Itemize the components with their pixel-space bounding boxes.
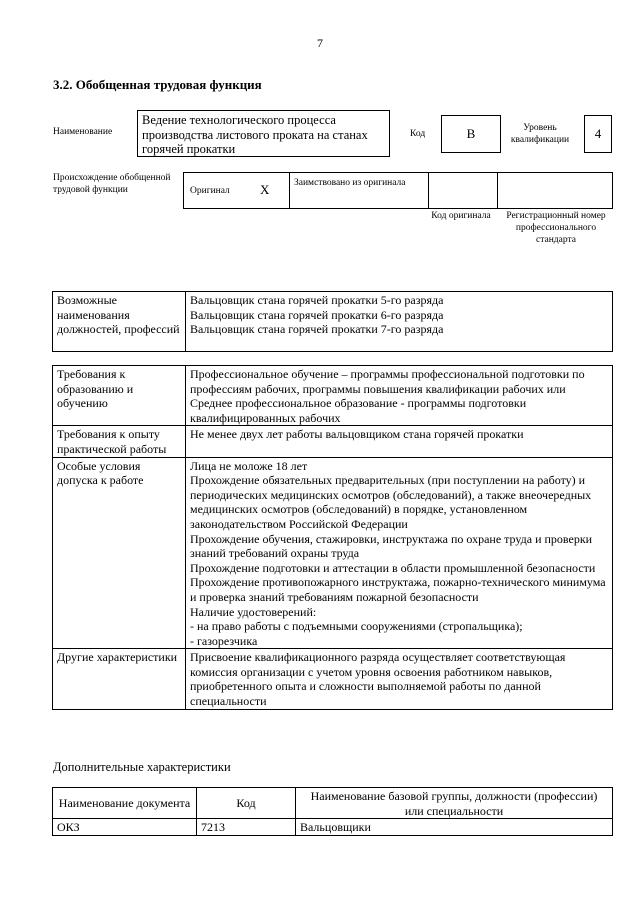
requirement-label: Особые условия допуска к работе bbox=[53, 457, 186, 649]
additional-table bbox=[52, 787, 613, 836]
table-row bbox=[53, 819, 613, 836]
origin-table bbox=[183, 172, 613, 209]
name-label: Наименование bbox=[53, 127, 113, 137]
table-cell: 7213 bbox=[197, 819, 296, 836]
requirement-value bbox=[186, 649, 613, 709]
positions-label: Возможные наименования должностей, профессий bbox=[53, 292, 186, 352]
requirement-value bbox=[186, 457, 613, 649]
list-item: Вальцовщик стана горячей прокатки 7-го разряда bbox=[190, 322, 444, 337]
additional-title: Дополнительные характеристики bbox=[53, 760, 231, 774]
positions-table bbox=[52, 291, 613, 352]
text-line: Присвоение квалификационного разряда осуществляет соответствующая комиссия организации с учетом уровня освоения работником навыков, приобретенного опыта и сложности выполняемой работы по данной специальности bbox=[190, 650, 566, 709]
column-header: Наименование документа bbox=[53, 788, 197, 819]
requirement-label: Требования к опыту практической работы bbox=[53, 426, 186, 457]
level-value-box bbox=[584, 115, 612, 153]
column-header: Код bbox=[197, 788, 296, 819]
text-line: Среднее профессиональное образование - программы подготовки квалифицированных рабочих bbox=[190, 396, 527, 425]
text-line: Прохождение противопожарного инструктажа, пожарно-технического минимума и проверка знаний требованиям пожарной безопасности bbox=[190, 575, 606, 604]
table-row bbox=[53, 292, 613, 352]
page-number: 7 bbox=[317, 36, 323, 50]
text-line: Лица не моложе 18 лет bbox=[190, 458, 308, 473]
requirement-label: Другие характеристики bbox=[53, 649, 186, 709]
requirements-table bbox=[52, 365, 613, 710]
origin-label: Происхождение обобщенной трудовой функции bbox=[53, 173, 171, 195]
code-value-box bbox=[441, 115, 501, 153]
list-item: Вальцовщик стана горячей прокатки 6-го разряда bbox=[190, 307, 444, 322]
function-name-box bbox=[137, 110, 390, 157]
divider bbox=[497, 173, 498, 208]
divider bbox=[289, 173, 290, 208]
code-value: B bbox=[466, 126, 476, 141]
text-line: Наличие удостоверений: bbox=[190, 604, 317, 619]
borrowed-label: Заимствовано из оригинала bbox=[294, 178, 406, 188]
table-cell: ОКЗ bbox=[53, 819, 197, 836]
requirement-value bbox=[186, 366, 613, 426]
table-cell: Вальцовщики bbox=[296, 819, 613, 836]
text-line: Прохождение обучения, стажировки, инструктажа по охране труда и проверки знаний требований охраны труда bbox=[190, 531, 593, 561]
divider bbox=[428, 173, 429, 208]
original-mark: X bbox=[260, 182, 270, 197]
list-item: Вальцовщик стана горячей прокатки 5-го разряда bbox=[190, 293, 444, 307]
section-title: 3.2. Обобщенная трудовая функция bbox=[53, 77, 262, 92]
requirement-label: Требования к образованию и обучению bbox=[53, 366, 186, 426]
original-label: Оригинал bbox=[190, 186, 230, 196]
positions-list bbox=[186, 292, 613, 352]
table-row bbox=[53, 788, 613, 819]
table-row bbox=[53, 457, 613, 649]
level-value: 4 bbox=[594, 126, 602, 141]
text-line: - газорезчика bbox=[190, 633, 258, 648]
reg-number-caption: Регистрационный номер профессионального стандарта bbox=[506, 211, 606, 245]
text-line: Прохождение обязательных предварительных (при поступлении на работу) и периодических медицинских осмотров (обследований), а также внеочередных медицинских осмотров (обследований) в порядке, установленном законодательством Российской Федерации bbox=[190, 473, 592, 531]
text-line: Профессиональное обучение – программы профессиональной подготовки по профессиям рабочих, программы повышения квалификации рабочих или bbox=[190, 367, 585, 396]
requirement-value bbox=[186, 426, 613, 457]
text-line: - на право работы с подъемными сооружениями (стропальщика); bbox=[190, 619, 523, 634]
level-label: Уровень квалификации bbox=[510, 123, 570, 145]
text-line: Не менее двух лет работы вальцовщиком стана горячей прокатки bbox=[190, 427, 524, 442]
table-row bbox=[53, 366, 613, 426]
function-name-value: Ведение технологического процесса производства листового проката на станах горячей прокатки bbox=[142, 113, 368, 156]
code-original-caption: Код оригинала bbox=[431, 211, 491, 221]
column-header: Наименование базовой группы, должности (профессии) или специальности bbox=[296, 788, 613, 819]
code-label: Код bbox=[410, 129, 426, 139]
text-line: Прохождение подготовки и аттестации в области промышленной безопасности bbox=[190, 560, 596, 575]
table-row bbox=[53, 649, 613, 709]
table-row bbox=[53, 426, 613, 457]
